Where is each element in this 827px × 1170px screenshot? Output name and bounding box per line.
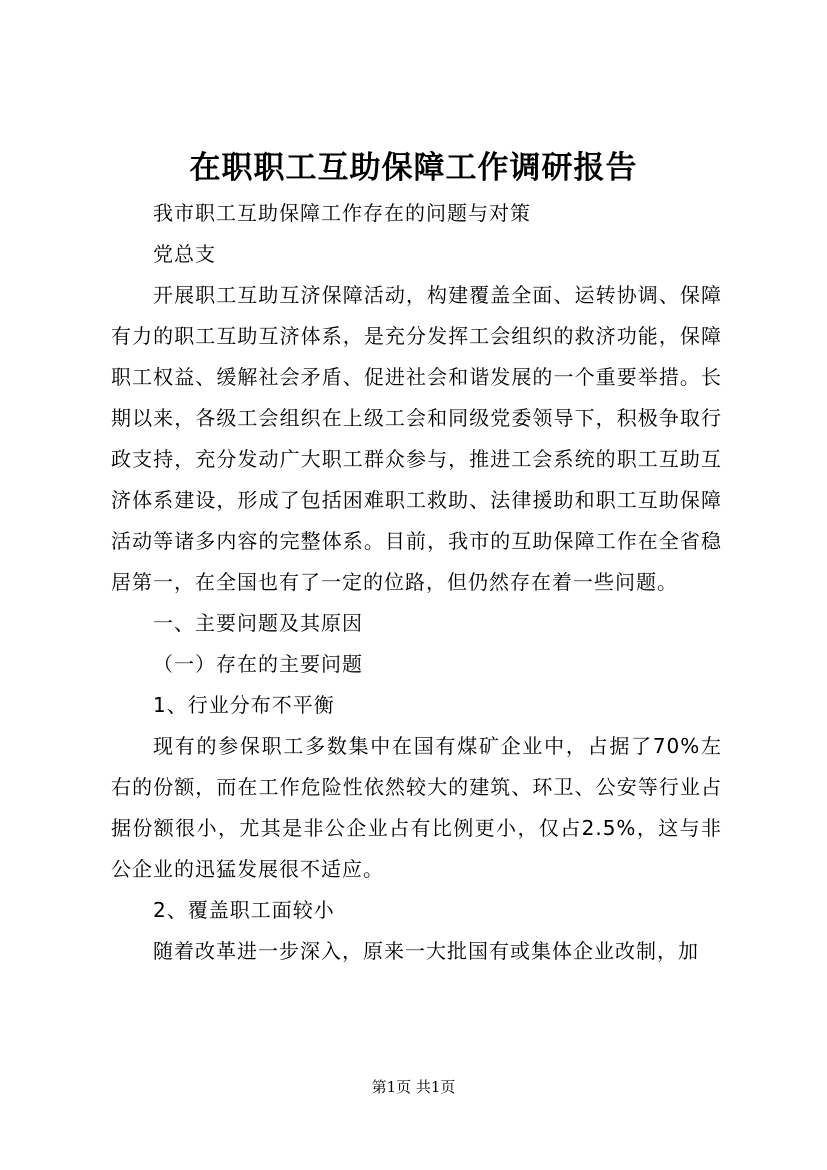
document-body <box>111 193 722 972</box>
item-heading: 1、行业分布不平衡 <box>153 693 335 717</box>
body-paragraph: 随着改革进一步深入，原来一大批国有或集体企业改制，加 <box>153 939 699 963</box>
subsection-heading: （一）存在的主要问题 <box>153 652 363 676</box>
section-heading: 一、主要问题及其原因 <box>153 611 363 635</box>
document-title: 在职职工互助保障工作调研报告 <box>189 150 638 186</box>
intro-paragraph: 开展职工互助互济保障活动，构建覆盖全面、运转协调、保障有力的职工互助互济体系，是充分发挥工会组织的救济功能，保障职工权益、缓解社会矛盾、促进社会和谐发展的一个重要举措。长期以来，各级工会组织在上级工会和同级党委领导下，积极争取行政支持，充分发动广大职工群众参与，推进工会系统的职工互助互济体系建设，形成了包括困难职工救助、法律援助和职工互助保障活动等诸多内容的完整体系。目前，我市的互助保障工作在全省稳居第一，在全国也有了一定的位路，但仍然存在着一些问题。 <box>111 283 722 594</box>
item-heading: 2、覆盖职工面较小 <box>153 898 335 922</box>
subtitle-paragraph: 我市职工互助保障工作存在的问题与对策 <box>153 201 531 225</box>
author-paragraph: 党总支 <box>153 242 216 266</box>
page-number-footer: 第1页 共1页 <box>371 1078 456 1096</box>
body-paragraph: 现有的参保职工多数集中在国有煤矿企业中，占据了70%左右的份额，而在工作危险性依然较大的建筑、环卫、公安等行业占据份额很小，尤其是非公企业占有比例更小，仅占2.5%，这与非公企业的迅猛发展很不适应。 <box>111 734 722 881</box>
